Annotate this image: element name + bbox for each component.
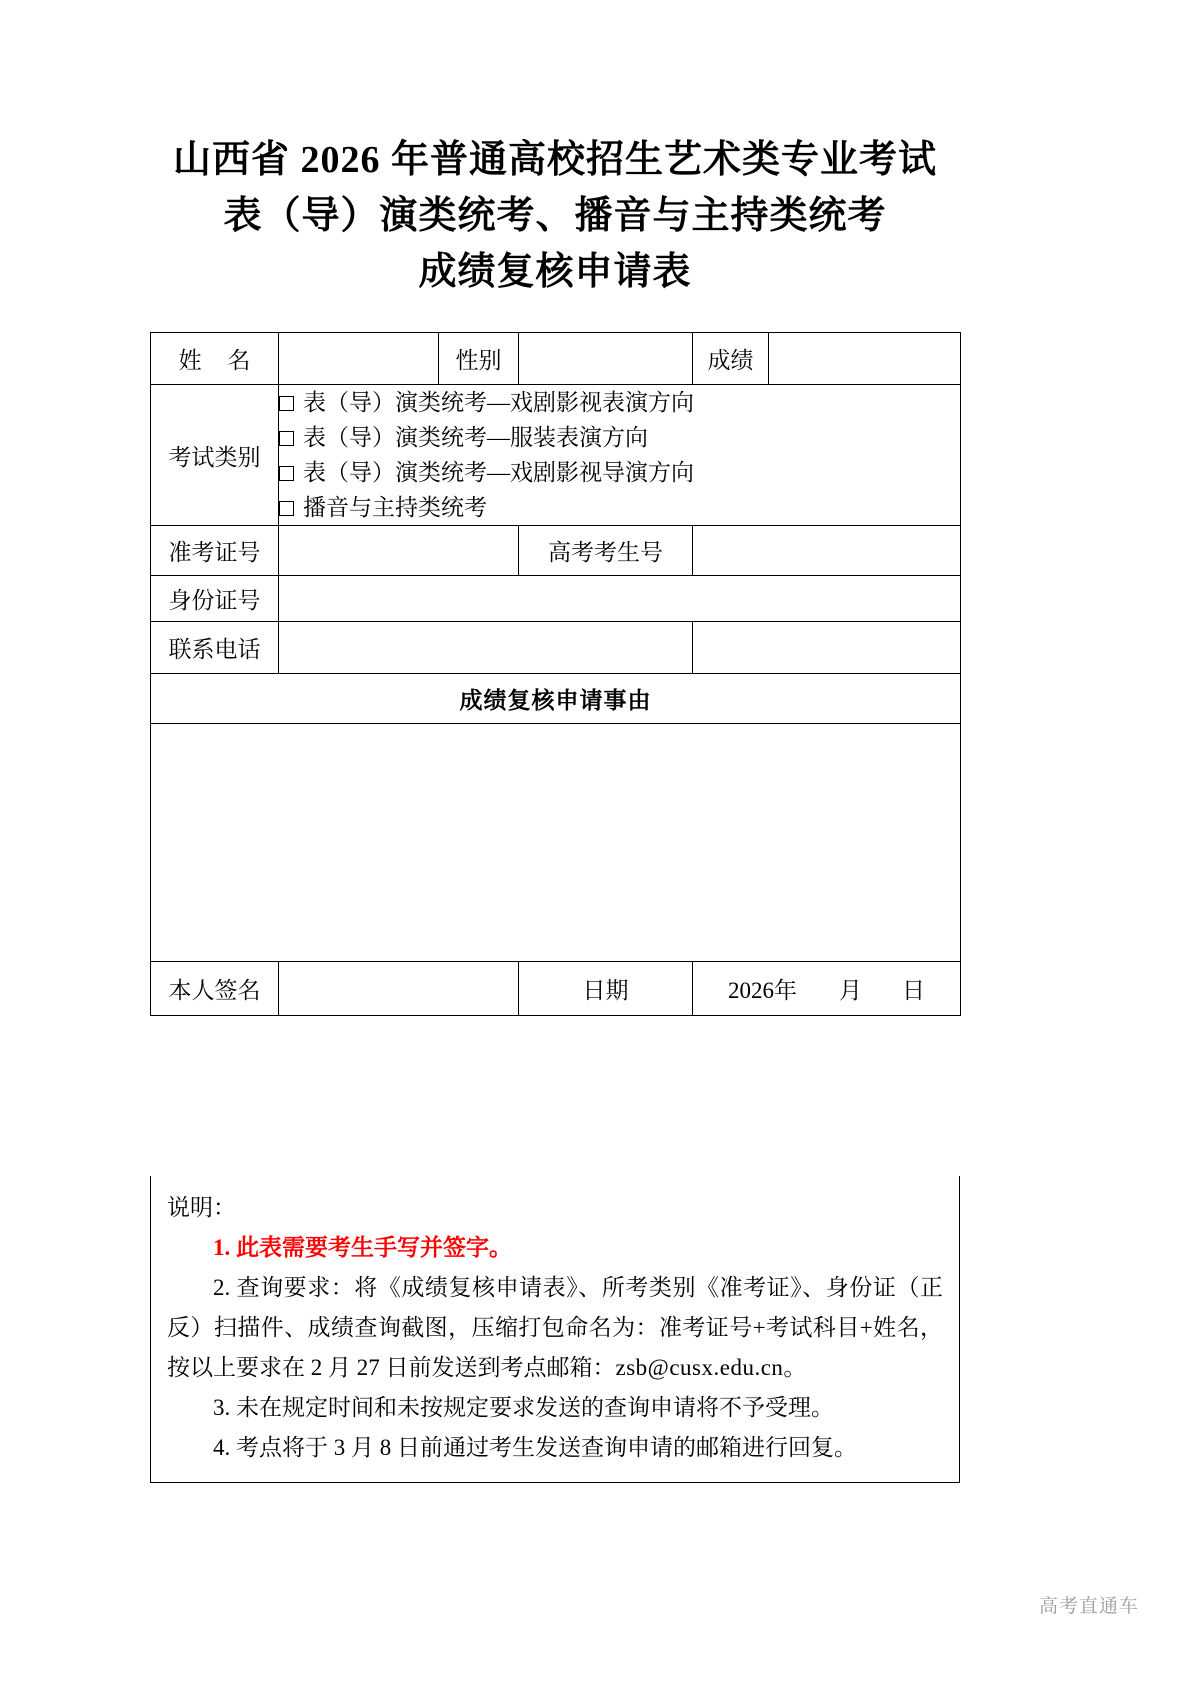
title-line-1: 山西省 2026 年普通高校招生艺术类专业考试 bbox=[172, 139, 937, 181]
exam-category-options bbox=[279, 385, 961, 526]
category-option-2-label: 表（导）演类统考—服装表演方向 bbox=[303, 425, 648, 450]
gender-input[interactable] bbox=[519, 333, 693, 385]
note-item-3: 3. 未在规定时间和未按规定要求发送的查询申请将不予受理。 bbox=[213, 1395, 834, 1420]
note-item-2-text: 2. 查询要求：将《成绩复核申请表》、所考类别《准考证》、身份证（正反）扫描件、成绩查询截图，压缩打包命名为：准考证号+考试科目+姓名，按以上要求在 2 月 27 日前发送到考点邮箱： bbox=[167, 1275, 943, 1380]
exam-category-label: 考试类别 bbox=[151, 385, 279, 526]
row-reason-body bbox=[151, 724, 961, 962]
date-month-unit: 月 bbox=[839, 978, 862, 1003]
title-line-3: 成绩复核申请表 bbox=[418, 251, 692, 293]
id-number-label: 身份证号 bbox=[151, 576, 279, 622]
category-option-3-label: 表（导）演类统考—戏剧影视导演方向 bbox=[303, 460, 694, 485]
checkbox-icon[interactable] bbox=[279, 431, 294, 446]
phone-input[interactable] bbox=[279, 622, 693, 674]
checkbox-icon[interactable] bbox=[279, 466, 294, 481]
watermark: 高考直通车 bbox=[1038, 1596, 1139, 1617]
checkbox-icon[interactable] bbox=[279, 396, 294, 411]
category-option-1-label: 表（导）演类统考—戏剧影视表演方向 bbox=[303, 390, 694, 415]
note-item-2 bbox=[167, 1268, 943, 1388]
exam-candidate-input[interactable] bbox=[693, 526, 961, 576]
note-item-1: 1. 此表需要考生手写并签字。 bbox=[213, 1235, 512, 1260]
note-item-4: 4. 考点将于 3 月 8 日前通过考生发送查询申请的邮箱进行回复。 bbox=[213, 1435, 857, 1460]
date-year: 2026 bbox=[728, 978, 774, 1003]
date-day-unit: 日 bbox=[902, 978, 925, 1003]
exam-candidate-label: 高考考生号 bbox=[519, 526, 693, 576]
row-reason-title bbox=[151, 674, 961, 724]
name-label: 姓 名 bbox=[151, 333, 279, 385]
date-year-unit: 年 bbox=[774, 978, 797, 1003]
date-label: 日期 bbox=[519, 962, 693, 1016]
note-item-2-email: zsb@cusx.edu.cn bbox=[615, 1355, 784, 1380]
reason-title: 成绩复核申请事由 bbox=[151, 674, 961, 724]
signature-label: 本人签名 bbox=[151, 962, 279, 1016]
date-input[interactable] bbox=[693, 962, 961, 1016]
row-id-number bbox=[151, 576, 961, 622]
category-option-2[interactable] bbox=[279, 420, 960, 455]
row-basic-info bbox=[151, 333, 961, 385]
id-number-input[interactable] bbox=[279, 576, 961, 622]
title-line-2: 表（导）演类统考、播音与主持类统考 bbox=[223, 195, 887, 237]
gender-label: 性别 bbox=[439, 333, 519, 385]
phone-label: 联系电话 bbox=[151, 622, 279, 674]
reason-textarea[interactable] bbox=[151, 724, 961, 962]
row-ticket-numbers bbox=[151, 526, 961, 576]
row-phone bbox=[151, 622, 961, 674]
application-form-table bbox=[150, 332, 961, 1016]
notes-heading: 说明： bbox=[167, 1195, 236, 1220]
name-input[interactable] bbox=[279, 333, 439, 385]
score-input[interactable] bbox=[769, 333, 961, 385]
score-label: 成绩 bbox=[693, 333, 769, 385]
signature-input[interactable] bbox=[279, 962, 519, 1016]
category-option-3[interactable] bbox=[279, 455, 960, 490]
checkbox-icon[interactable] bbox=[279, 501, 294, 516]
row-signature bbox=[151, 962, 961, 1016]
admission-ticket-label: 准考证号 bbox=[151, 526, 279, 576]
category-option-4[interactable] bbox=[279, 490, 960, 525]
category-option-4-label: 播音与主持类统考 bbox=[303, 495, 487, 520]
note-item-2-suffix: 。 bbox=[783, 1355, 807, 1380]
page-title bbox=[150, 132, 960, 300]
phone-input-secondary[interactable] bbox=[693, 622, 961, 674]
row-exam-category bbox=[151, 385, 961, 526]
admission-ticket-input[interactable] bbox=[279, 526, 519, 576]
category-option-1[interactable] bbox=[279, 385, 960, 420]
notes-section bbox=[150, 1176, 960, 1483]
